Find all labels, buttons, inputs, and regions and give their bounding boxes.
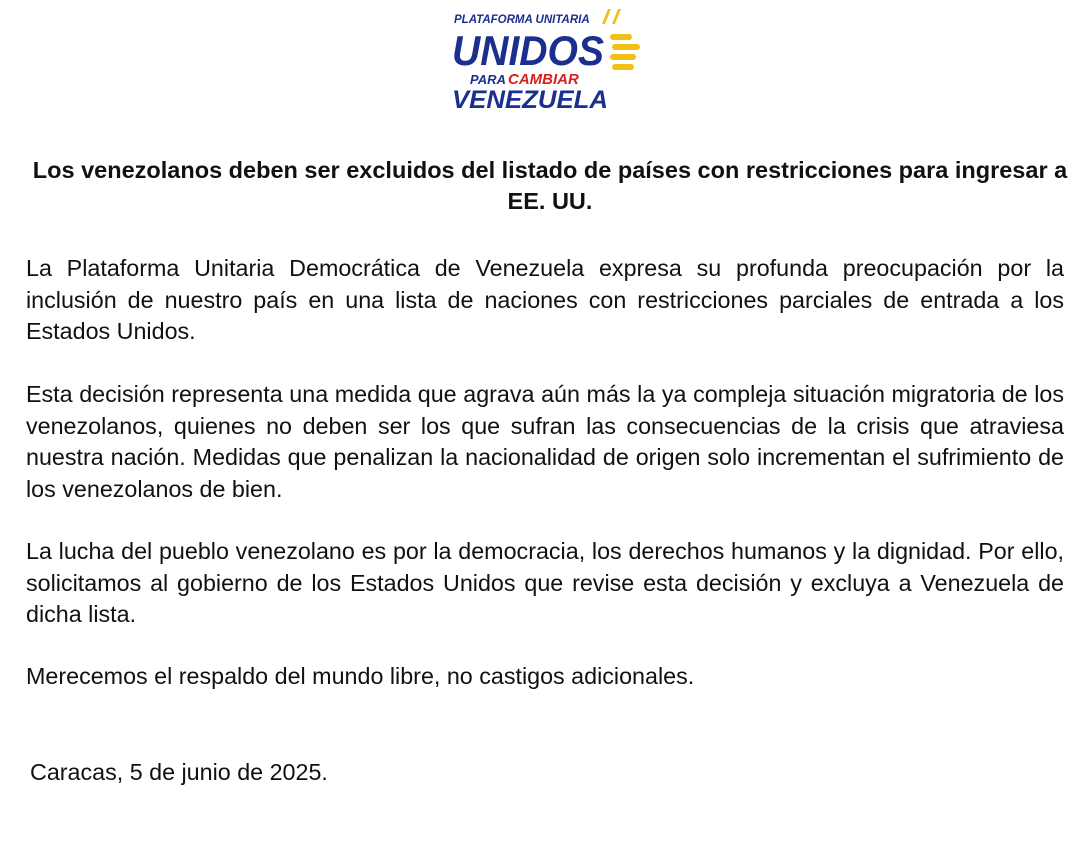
logo-line4: VENEZUELA (452, 86, 608, 114)
logo-line1: PLATAFORMA UNITARIA (454, 14, 590, 26)
logo-line2: UNIDOS (452, 27, 604, 74)
hand-icon (610, 34, 640, 70)
paragraph-3: La lucha del pueblo venezolano es por la democracia, los derechos humanos y la dignidad. Por ello, solicitamos al gobierno de los Estados Unidos que revise esta decisión y excluya a Venezuela de dicha lista. (26, 538, 1064, 627)
logo-graphic (440, 4, 660, 116)
paragraph-2: Esta decisión representa una medida que agrava aún más la ya compleja situación migratoria de los venezolanos, quienes no deben ser los que sufran las consecuencias de la crisis que atraviesa nuestra nación. Medidas que penalizan la nacionalidad de origen solo incrementan el sufrimiento de los venezolanos de bien. (26, 381, 1064, 502)
paragraph-4: Merecemos el respaldo del mundo libre, no castigos adicionales. (26, 663, 695, 689)
unidos-logo (440, 4, 660, 116)
place-date: Caracas, 5 de junio de 2025. (30, 759, 328, 785)
logo-stripes-graphic (602, 9, 621, 24)
logo-line3-para: PARA (470, 72, 506, 87)
logo-line3-cambiar: CAMBIAR (508, 71, 579, 88)
paragraph-1: La Plataforma Unitaria Democrática de Venezuela expresa su profunda preocupación por la inclusión de nuestro país en una lista de naciones con restricciones parciales de entrada a los Estados Unidos. (26, 255, 1064, 344)
document-title: Los venezolanos deben ser excluidos del listado de países con restricciones para ingresar a EE. UU. (32, 157, 1068, 214)
